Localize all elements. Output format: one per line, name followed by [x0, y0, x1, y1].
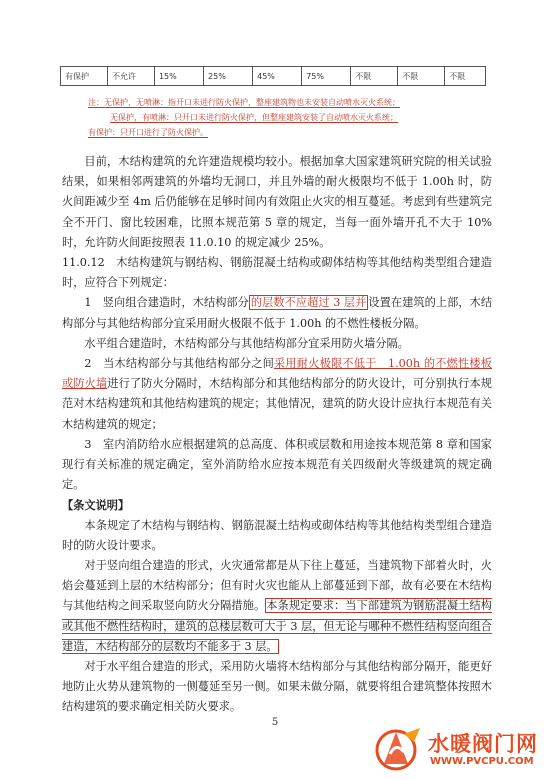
clause-item-1	[62, 293, 492, 333]
site-logo-icon	[374, 724, 424, 774]
table-cell: 15%	[154, 67, 203, 86]
text-span: 进行了防火分隔时，木结构部分和其他结构部分的防火设计，可分别执行本规范对木结构建筑和其他结构建筑的规定；其他情况，建筑的防火设计应执行本规范有关木结构建筑的规定；	[62, 377, 492, 431]
table-note: 无保护，有喷淋：只开口未进行防火保护，但整座建筑安装了自动喷水灭火系统；	[110, 113, 398, 122]
highlight-underline: 采用耐火极限不低于 1.00h 的不燃性楼板或防火墙	[62, 357, 492, 391]
explanation-heading: 【条文说明】	[62, 498, 130, 513]
table-note: 注：无保护，无喷淋：指开口未进行防火保护，整座建筑物也未安装自动喷水灭火系统；	[88, 98, 400, 107]
paragraph: 目前，木结构建筑的允许建造规模均较小。根据加拿大国家建筑研究院的相关试验结果，如果相邻两建筑的外墙均无洞口，并且外墙的耐火极限均不低于 1.00h 时，防火间距减少至 4m 后仍能够在足够时间内有效阻止火灾的相互蔓延。考虑到有些建筑完全不开门、窗比较困难，比照本规范第 5 章的规定，当每一面外墙开孔不大于 10%时，允许防火间距按照表 11.0.10 的规定减少 25%。	[62, 155, 492, 249]
table-cell: 不允许	[107, 67, 154, 86]
table-notes	[88, 95, 400, 140]
document-body	[62, 152, 492, 718]
clause-item-2	[62, 354, 492, 435]
text-span: 1 竖向组合建造时，木结构部分	[84, 296, 249, 310]
paragraph: 本条规定了木结构与钢结构、钢筋混凝土结构或砌体结构等其他结构类型组合建造时的防火设计要求。	[62, 518, 492, 552]
paragraph: 对于水平组合建造的形式，采用防火墙将木结构部分与其他结构部分隔开，能更好地防止火势从建筑物的一侧蔓延至另一侧。如果未做分隔，就要将组合建筑整体按照木结构建筑的要求确定相关防火要求。	[62, 660, 492, 714]
table-row	[61, 67, 486, 86]
table-cell: 不限	[398, 67, 445, 86]
table-cell: 25%	[204, 67, 253, 86]
text-span: 设置在建筑的上部，木结构部分与其他结构部分宜采用耐火极限不低于 1.00h 的不燃性楼板分隔。	[62, 296, 493, 330]
highlight-box: 的层数不应超过 3 层并	[250, 296, 367, 310]
clause-item-3: 3 室内消防给水应根据建筑的总高度、体积或层数和用途按本规范第 8 章和国家现行有关标准的规定确定，室外消防给水应按本规范有关四级耐火等级建筑的规定确定。	[62, 437, 492, 492]
table-cell: 不限	[351, 67, 398, 86]
watermark	[374, 724, 544, 774]
highlight-box: 本条规定要求：当下部建筑为钢筋混凝土结构或其他不燃性结构时，建筑的总楼层数可大于 3 层，但无论与哪种不燃性结构竖向组合建造，木结构部分的层数均不能多于 3 层。	[62, 599, 492, 653]
paragraph	[62, 556, 492, 657]
watermark-url: WWW.PVCPU.COM	[430, 756, 534, 767]
text-span: 2 当木结构部分与其他结构部分之间	[84, 357, 275, 371]
text-span: 对于竖向组合建造的形式，火灾通常都是从下往上蔓延，当建筑物下部着火时，火焰会蔓延到上层的木结构部分；但有时火灾也能从上部蔓延到下部，故有必要在木结构与其他结构之间采取竖向防火分隔措施。	[62, 559, 492, 613]
watermark-name: 水暖阀门网	[428, 732, 538, 756]
fire-spacing-table-row	[60, 66, 486, 86]
table-cell: 不限	[445, 67, 486, 86]
table-cell: 45%	[253, 67, 302, 86]
table-note: 有保护：只开口进行了防火保护。	[88, 128, 208, 137]
table-cell: 75%	[302, 67, 351, 86]
page-number: 5	[271, 717, 279, 728]
table-cell: 有保护	[61, 67, 108, 86]
clause-heading: 11.0.12 木结构建筑与钢结构、钢筋混凝土结构或砌体结构等其他结构类型组合建造时，应符合下列规定：	[62, 256, 492, 290]
paragraph: 水平组合建造时，木结构部分与其他结构部分宜采用防火墙分隔。	[84, 336, 409, 350]
